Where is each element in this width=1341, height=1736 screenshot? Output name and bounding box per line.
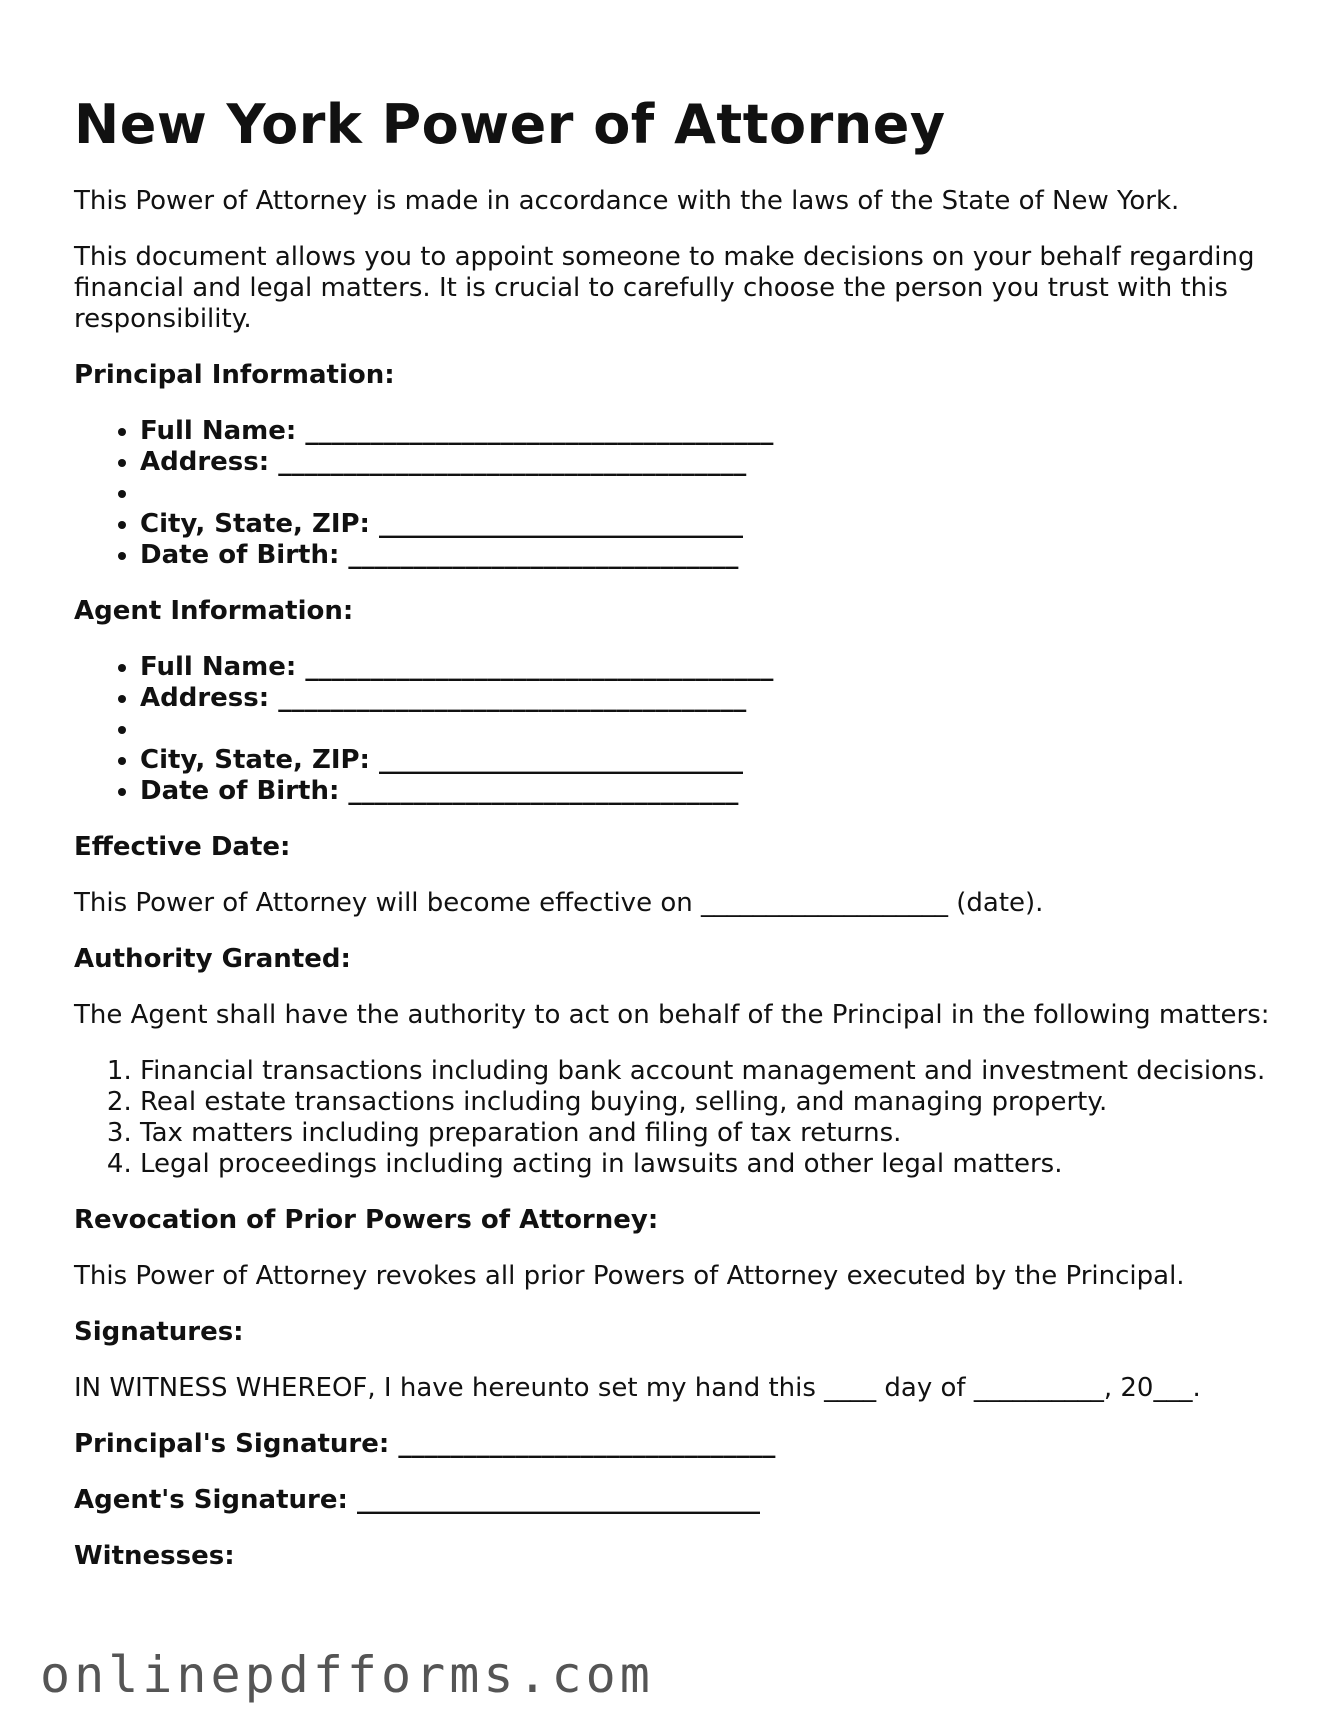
principal-heading: Principal Information:: [74, 360, 395, 390]
effective-date-text[interactable]: This Power of Attorney will become effective on ___________________ (date).: [74, 888, 1044, 918]
agent-address[interactable]: • Address: ____________________________________: [140, 683, 1274, 714]
principal-signature-line[interactable]: Principal's Signature: _____________________________: [74, 1429, 776, 1459]
effective-date-heading: Effective Date:: [74, 832, 291, 862]
agent-city-state-zip[interactable]: • City, State, ZIP: ____________________________: [140, 745, 1274, 776]
principal-full-name[interactable]: • Full Name: ____________________________________: [140, 416, 1274, 447]
revocation-text: This Power of Attorney revokes all prior Powers of Attorney executed by the Principal.: [74, 1261, 1185, 1291]
agent-date-of-birth[interactable]: • Date of Birth: ______________________________: [140, 776, 1274, 807]
revocation-heading: Revocation of Prior Powers of Attorney:: [74, 1205, 659, 1235]
authority-item: 2. Real estate transactions including buying, selling, and managing property.: [140, 1087, 1274, 1118]
authority-item: 3. Tax matters including preparation and filing of tax returns.: [140, 1118, 1274, 1149]
witness-whereof-text[interactable]: IN WITNESS WHEREOF, I have hereunto set my hand this ____ day of __________, 20___.: [74, 1373, 1201, 1403]
document-title: New York Power of Attorney: [74, 93, 946, 156]
principal-info-list: [74, 416, 1274, 571]
authority-item: 4. Legal proceedings including acting in lawsuits and other legal matters.: [140, 1149, 1274, 1180]
agent-info-list: [74, 652, 1274, 807]
agent-heading: Agent Information:: [74, 596, 354, 626]
document-page: [74, 92, 1274, 1597]
principal-city-state-zip[interactable]: • City, State, ZIP: ____________________________: [140, 509, 1274, 540]
intro-paragraph-2: This document allows you to appoint someone to make decisions on your behalf regarding financial and legal matters. It is crucial to carefully choose the person you trust with this responsibility.: [74, 242, 1255, 334]
principal-address[interactable]: • Address: ____________________________________: [140, 447, 1274, 478]
watermark-text: onlinepdfforms.com: [40, 1646, 654, 1704]
principal-date-of-birth[interactable]: • Date of Birth: ______________________________: [140, 540, 1274, 571]
authority-item: 1. Financial transactions including bank account management and investment decisions.: [140, 1056, 1274, 1087]
agent-signature-line[interactable]: Agent's Signature: _______________________________: [74, 1485, 760, 1515]
witnesses-heading: Witnesses:: [74, 1541, 235, 1571]
intro-paragraph-1: This Power of Attorney is made in accordance with the laws of the State of New York.: [74, 186, 1180, 216]
agent-address-line-2[interactable]: [140, 714, 1274, 745]
authority-heading: Authority Granted:: [74, 944, 351, 974]
authority-list: [74, 1056, 1274, 1180]
agent-full-name[interactable]: • Full Name: ____________________________________: [140, 652, 1274, 683]
signatures-heading: Signatures:: [74, 1317, 244, 1347]
authority-text: The Agent shall have the authority to act on behalf of the Principal in the following matters:: [74, 1000, 1270, 1030]
principal-address-line-2[interactable]: [140, 478, 1274, 509]
